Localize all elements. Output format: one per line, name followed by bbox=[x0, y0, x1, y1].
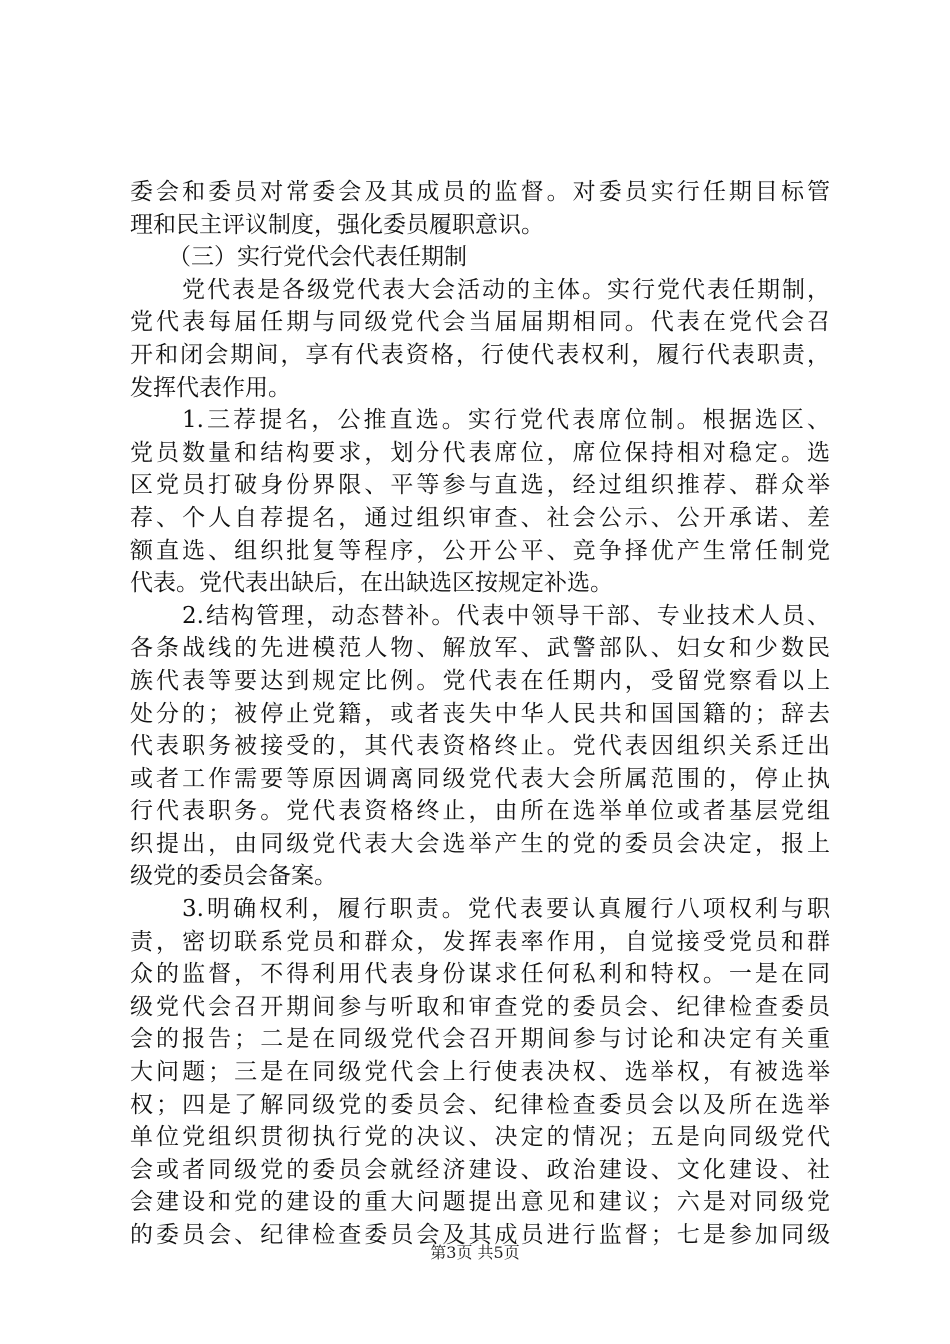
text-line: 代表职务被接受的，其代表资格终止。党代表因组织关系迁出 bbox=[130, 733, 830, 760]
page-footer: 第3页 共5页 bbox=[430, 1243, 520, 1262]
text-line: 发挥代表作用。 bbox=[130, 374, 291, 401]
text-line: 1.三荐提名，公推直选。实行党代表席位制。根据选区、 bbox=[182, 407, 830, 434]
text-line: 会或者同级党的委员会就经济建设、政治建设、文化建设、社 bbox=[130, 1156, 830, 1183]
text-line: 各条战线的先进模范人物、解放军、武警部队、妇女和少数民 bbox=[130, 635, 830, 662]
text-line: 会的报告；二是在同级党代会召开期间参与讨论和决定有关重 bbox=[130, 1026, 830, 1053]
text-line: 额直选、组织批复等程序，公开公平、竞争择优产生常任制党 bbox=[130, 537, 830, 564]
document-body bbox=[130, 176, 830, 1252]
text-line: 权；四是了解同级党的委员会、纪律检查委员会以及所在选举 bbox=[130, 1091, 830, 1118]
text-line: 级党代会召开期间参与听取和审查党的委员会、纪律检查委员 bbox=[130, 993, 830, 1020]
text-line: 代表。党代表出缺后，在出缺选区按规定补选。 bbox=[130, 570, 613, 597]
text-line: 责，密切联系党员和群众，发挥表率作用，自觉接受党员和群 bbox=[130, 928, 830, 955]
text-line: 大问题；三是在同级党代会上行使表决权、选举权，有被选举 bbox=[130, 1059, 830, 1086]
text-line: 单位党组织贯彻执行党的决议、决定的情况；五是向同级党代 bbox=[130, 1124, 830, 1151]
text-line: 荐、个人自荐提名，通过组织审查、社会公示、公开承诺、差 bbox=[130, 504, 830, 531]
text-line: 3.明确权利，履行职责。党代表要认真履行八项权利与职 bbox=[182, 896, 830, 923]
text-line: 或者工作需要等原因调离同级党代表大会所属范围的，停止执 bbox=[130, 765, 830, 792]
text-line: 区党员打破身份界限、平等参与直选，经过组织推荐、群众举 bbox=[130, 472, 830, 499]
text-line: 开和闭会期间，享有代表资格，行使代表权利，履行代表职责， bbox=[130, 341, 830, 368]
text-line: 党代表每届任期与同级党代会当届届期相同。代表在党代会召 bbox=[130, 309, 830, 336]
text-line: 级党的委员会备案。 bbox=[130, 863, 337, 890]
text-line: 党代表是各级党代表大会活动的主体。实行党代表任期制， bbox=[182, 276, 830, 303]
text-line: 行代表职务。党代表资格终止，由所在选举单位或者基层党组 bbox=[130, 798, 830, 825]
text-line: 委会和委员对常委会及其成员的监督。对委员实行任期目标管 bbox=[130, 179, 830, 205]
text-line: 理和民主评议制度，强化委员履职意识。 bbox=[130, 211, 544, 238]
text-line: 众的监督，不得利用代表身份谋求任何私利和特权。一是在同 bbox=[130, 961, 830, 988]
text-line: 2.结构管理，动态替补。代表中领导干部、专业技术人员、 bbox=[182, 602, 830, 629]
text-line: 族代表等要达到规定比例。党代表在任期内，受留党察看以上 bbox=[130, 667, 830, 694]
section-heading: （三）实行党代会代表任期制 bbox=[168, 244, 467, 271]
text-line: 处分的；被停止党籍，或者丧失中华人民共和国国籍的；辞去 bbox=[130, 700, 830, 727]
text-line: 党员数量和结构要求，划分代表席位，席位保持相对稳定。选 bbox=[130, 439, 830, 466]
text-line: 会建设和党的建设的重大问题提出意见和建议；六是对同级党 bbox=[130, 1189, 830, 1216]
text-line: 织提出，由同级党代表大会选举产生的党的委员会决定，报上 bbox=[130, 830, 830, 857]
text-line: 的委员会、纪律检查委员会及其成员进行监督；七是参加同级 bbox=[130, 1222, 830, 1248]
